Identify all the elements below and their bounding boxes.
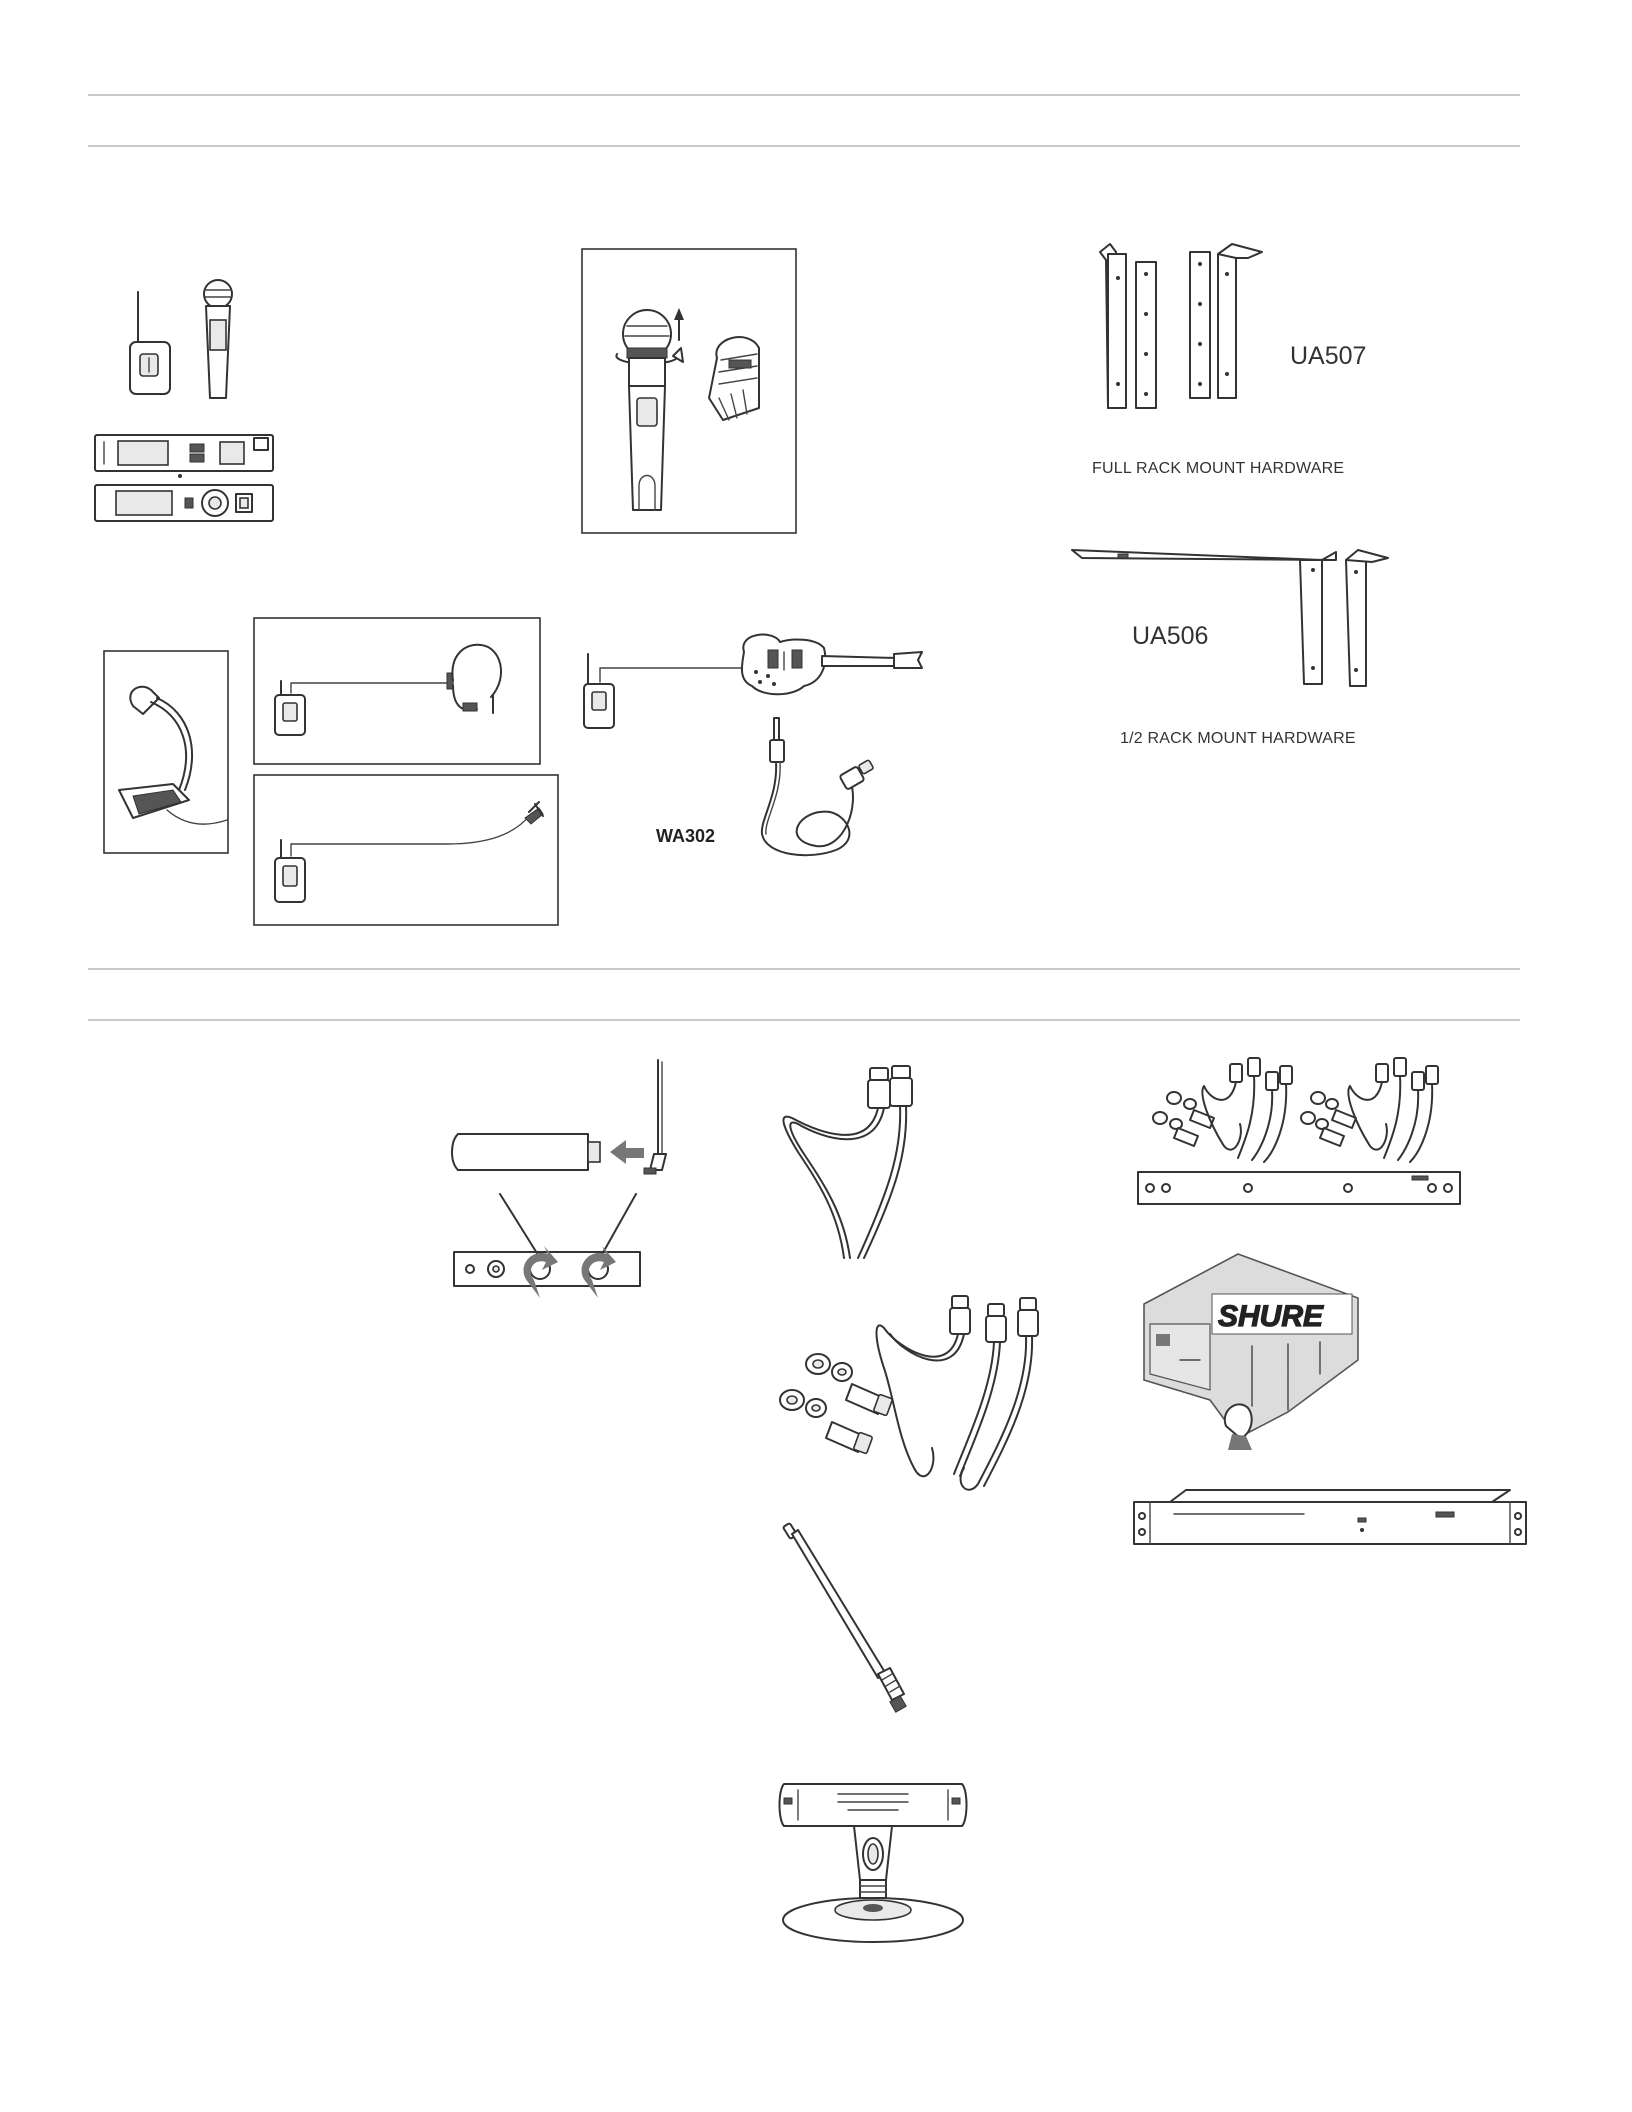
top-rule-1 [88, 94, 1520, 96]
half-rack-mount-label: 1/2 RACK MOUNT HARDWARE [1120, 730, 1356, 747]
antenna-attach-illustration [448, 1058, 678, 1310]
bnc-coax-cable-illustration [778, 1062, 928, 1262]
mid-rule-1 [88, 968, 1520, 970]
ua507-full-rack-hardware-illustration [1096, 244, 1266, 416]
wa302-label: WA302 [656, 826, 716, 846]
front-mount-antenna-kit-illustration [1134, 1054, 1464, 1208]
whip-antenna-illustration [786, 1524, 956, 1724]
antenna-remote-mount-illustration [778, 1780, 968, 1948]
ua506-label: UA506 [1132, 622, 1209, 650]
ua506-half-rack-hardware-illustration [1070, 548, 1390, 688]
top-rule-2 [88, 145, 1520, 147]
cartridge-removal-illustration [581, 248, 797, 534]
directional-antenna-illustration [1140, 1250, 1360, 1450]
full-rack-mount-label: FULL RACK MOUNT HARDWARE [1092, 460, 1345, 477]
lavalier-mic-illustration [253, 774, 559, 926]
instrument-clip-mic-illustration [103, 650, 229, 854]
headset-mic-illustration [253, 617, 541, 765]
mid-rule-2 [88, 1019, 1520, 1021]
ua507-label: UA507 [1290, 342, 1367, 370]
system-kit-illustration [90, 270, 290, 530]
antenna-distribution-amplifier-illustration [1130, 1488, 1530, 1548]
shure-logo-text: SHURE [1218, 1300, 1324, 1333]
wa302-cable-illustration [740, 716, 880, 866]
bnc-bulkhead-cable-kit-illustration [778, 1288, 1056, 1490]
